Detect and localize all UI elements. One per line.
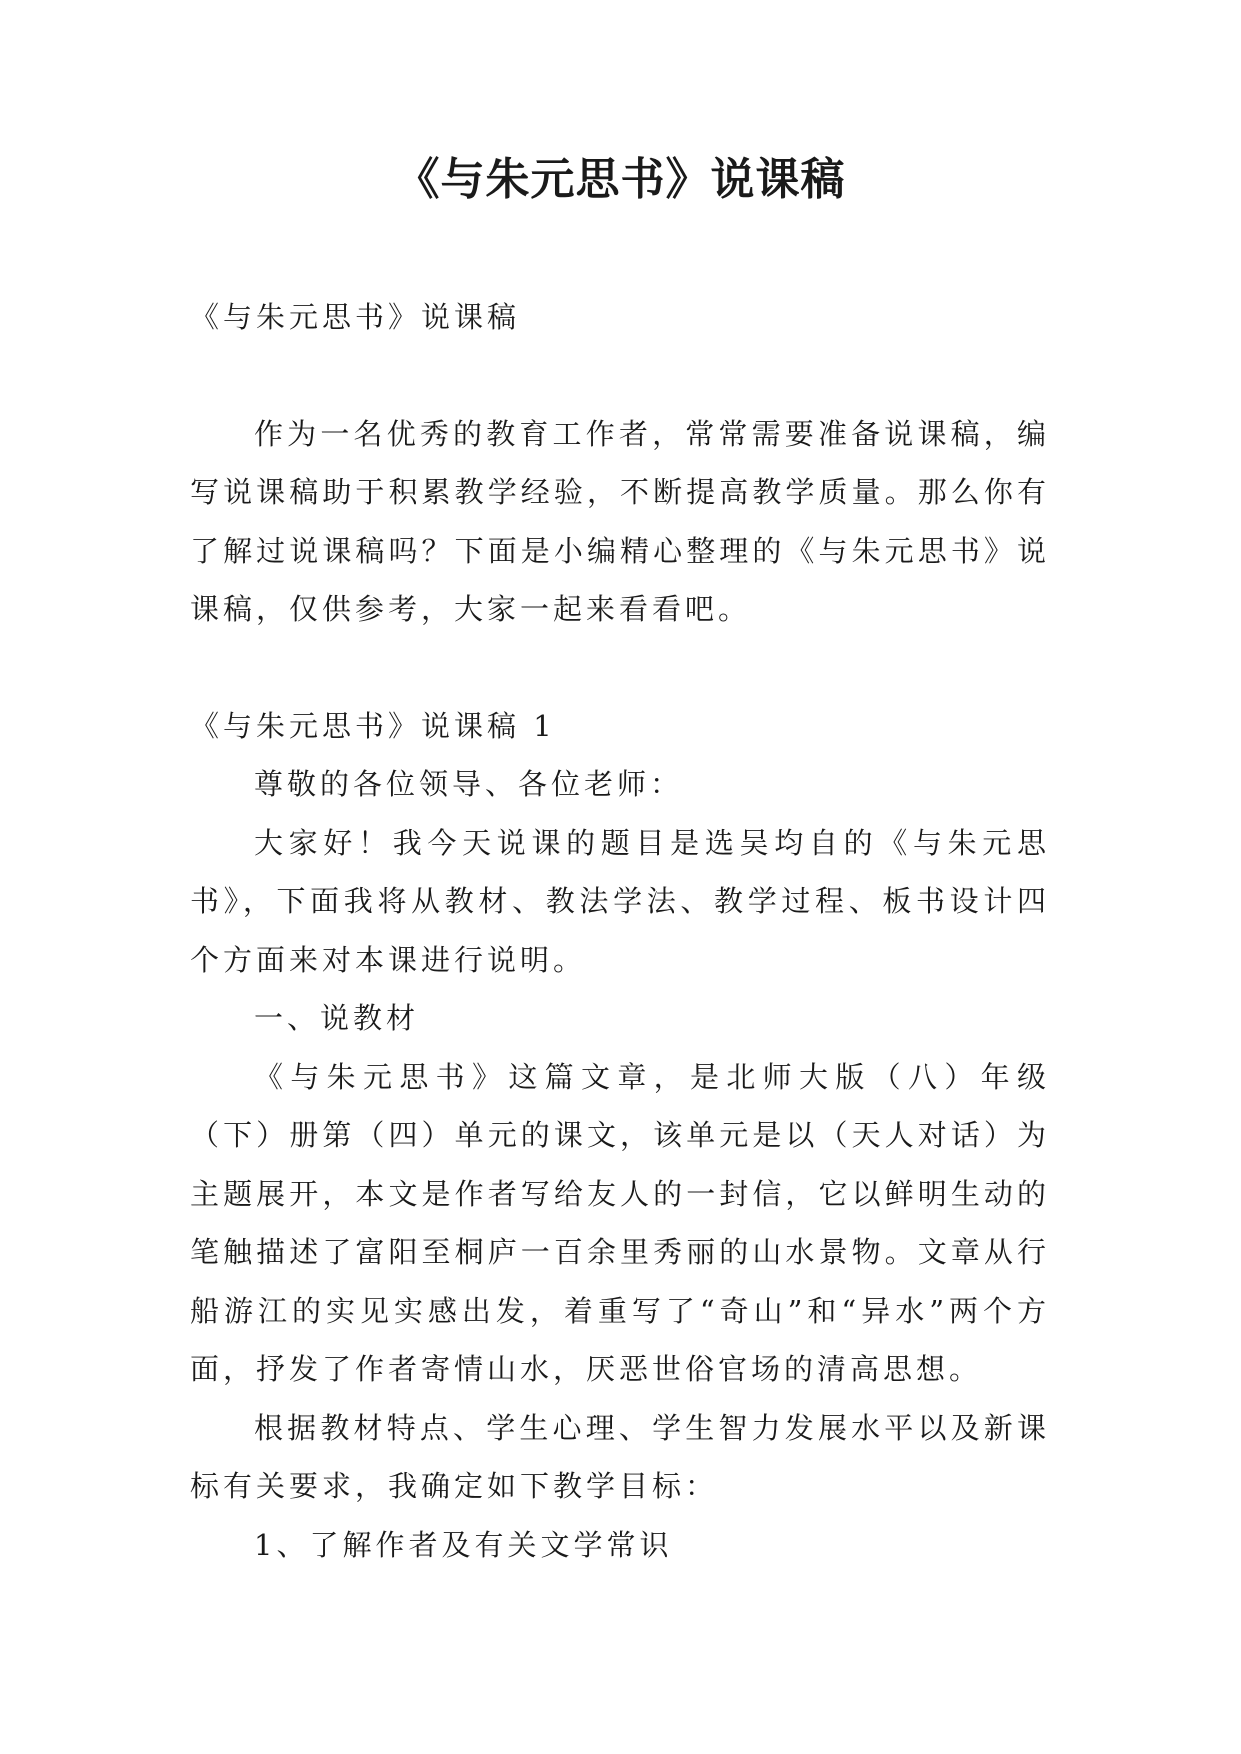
page-title: 《与朱元思书》说课稿	[395, 154, 846, 205]
goals-paragraph: 根据教材特点、学生心理、学生智力发展水平以及新课标有关要求，我确定如下教学目标：	[190, 1410, 1050, 1503]
greeting-paragraph: 尊敬的各位领导、各位老师：	[254, 767, 684, 801]
opening-paragraph: 大家好！我今天说课的题目是选吴均自的《与朱元思书》，下面我将从教材、教法学法、教学过程、板书设计四个方面来对本课进行说明。	[190, 825, 1050, 977]
subtitle: 《与朱元思书》说课稿	[190, 300, 521, 334]
section-heading: 《与朱元思书》说课稿 1	[190, 708, 556, 743]
intro-paragraph: 作为一名优秀的教育工作者，常常需要准备说课稿，编写说课稿助于积累教学经验，不断提高教学质量。那么你有了解过说课稿吗？下面是小编精心整理的《与朱元思书》说课稿，仅供参考，大家一起来看看吧。	[190, 416, 1050, 626]
heading-material: 一、说教材	[254, 1001, 420, 1035]
material-paragraph: 《与朱元思书》这篇文章，是北师大版（八）年级（下）册第（四）单元的课文，该单元是以（天人对话）为主题展开，本文是作者写给友人的一封信，它以鲜明生动的笔触描述了富阳至桐庐一百余里秀丽的山水景物。文章从行船游江的实见实感出发，着重写了“奇山”和“异水”两个方面，抒发了作者寄情山水，厌恶世俗官场的清高思想。	[190, 1059, 1050, 1386]
document-body	[190, 288, 1050, 1574]
goal-item-1: 1、了解作者及有关文学常识	[254, 1527, 673, 1562]
